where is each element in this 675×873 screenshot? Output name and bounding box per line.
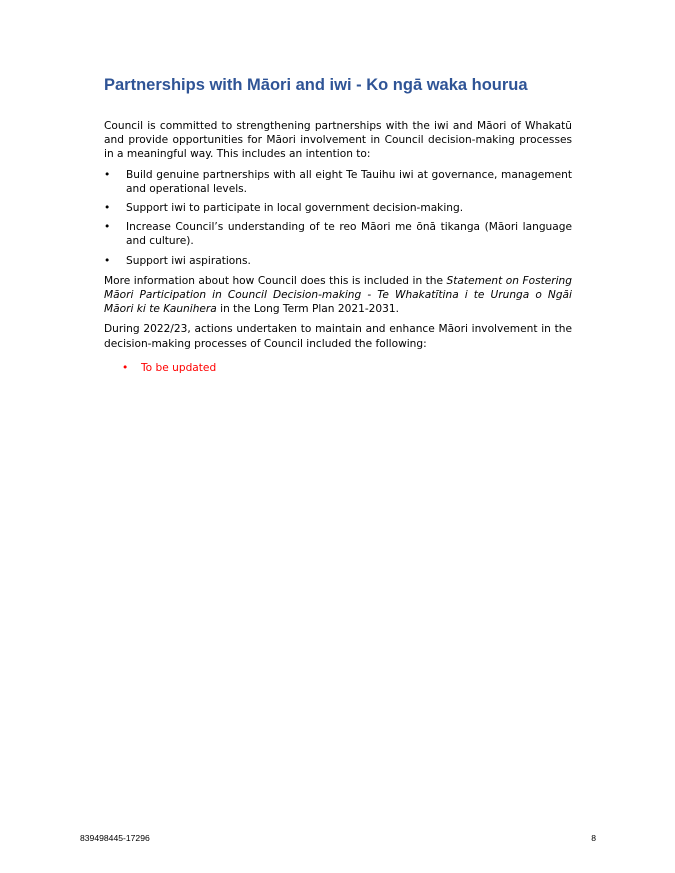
list-item: [122, 361, 572, 375]
list-item: [104, 168, 572, 196]
bullet-icon: •: [104, 254, 111, 267]
list-item-text: Support iwi aspirations.: [126, 254, 251, 267]
more-info-before: More information about how Council does this is included in the: [104, 274, 447, 287]
list-item: [104, 220, 572, 248]
page-number: 8: [591, 833, 596, 843]
intro-paragraph: Council is committed to strengthening partnerships with the iwi and Māori of Whakatū and provide opportunities for Māori involvement in Council decision-making processes in a meaningful way. This includes an intention to:: [104, 120, 572, 161]
to-be-updated-text: To be updated: [141, 361, 217, 374]
statement-title: Statement on Fostering Māori Participation in Council Decision-making - Te Whakatītina i te Urunga o Ngāi Māori ki te Kaunihera: [104, 274, 572, 316]
list-item-text: Support iwi to participate in local government decision-making.: [126, 202, 464, 215]
actions-list: [104, 361, 572, 375]
body-content: [104, 119, 572, 375]
bullet-icon: •: [122, 361, 129, 374]
bullet-icon: •: [104, 221, 111, 234]
document-id: 839498445-17296: [80, 833, 150, 843]
page-heading: Partnerships with Māori and iwi - Ko ngā waka hourua: [104, 76, 528, 94]
list-item: [104, 254, 572, 268]
actions-intro-paragraph: During 2022/23, actions undertaken to maintain and enhance Māori involvement in the decision-making processes of Council included the following:: [104, 323, 572, 350]
intention-list: [104, 168, 572, 268]
bullet-icon: •: [104, 202, 111, 215]
bullet-icon: •: [104, 168, 111, 181]
list-item-text: Build genuine partnerships with all eight Te Tauihu iwi at governance, management and operational levels.: [126, 168, 572, 195]
more-info-after: in the Long Term Plan 2021-2031.: [216, 303, 399, 316]
list-item: [104, 201, 572, 215]
list-item-text: Increase Council’s understanding of te reo Māori me ōnā tikanga (Māori language and culture).: [126, 221, 572, 248]
more-info-paragraph: [104, 274, 572, 317]
